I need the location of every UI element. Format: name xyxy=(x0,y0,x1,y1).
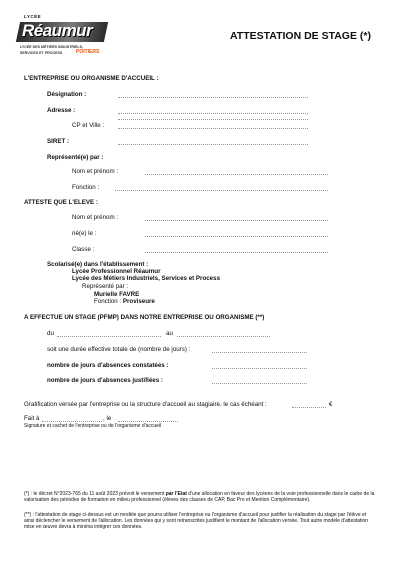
absences-justified-label: nombre de jours d'absences justifiées : xyxy=(47,377,163,384)
student-name-label: Nom et prénom : xyxy=(72,214,119,221)
student-birth-field[interactable] xyxy=(145,236,328,237)
address-field-1[interactable] xyxy=(118,113,308,114)
company-heading: L'ENTREPRISE OU ORGANISME D'ACCUEIL : xyxy=(24,75,159,82)
footnote-1-post: d'une allocation en faveur des lycéens de la voie professionnelle dans le cadre de la valorisation des périodes de formation en milieu professionnel (élèves des classes de CAP, Bac Pro et Mention Complémentaire). xyxy=(24,491,375,504)
designation-field[interactable] xyxy=(118,97,308,98)
to-date-field[interactable] xyxy=(177,336,270,337)
from-date-field[interactable] xyxy=(57,336,161,337)
represented-label: Représenté(e) par : xyxy=(47,154,104,161)
logo-line-2: SERVICES ET PROCESS xyxy=(20,51,63,55)
address-field-2[interactable] xyxy=(118,119,308,120)
from-label: du xyxy=(47,330,54,337)
designation-label: Désignation : xyxy=(47,91,87,98)
school-rep-function xyxy=(94,298,155,306)
company-rep-name-field[interactable] xyxy=(145,174,328,175)
student-class-field[interactable] xyxy=(145,252,328,253)
school-name-2: Lycée des Métiers Industriels, Services et Process xyxy=(72,275,221,282)
school-rep-function-value: Proviseure xyxy=(122,298,155,305)
school-name-1: Lycée Professionnel Réaumur xyxy=(72,268,161,275)
address-label: Adresse : xyxy=(47,107,76,114)
siret-field[interactable] xyxy=(118,144,308,145)
duration-label: soit une durée effective totale de (nombre de jours) : xyxy=(47,346,191,353)
school-enrolled-label: Scolarisé(e) dans l'établissement : xyxy=(47,261,149,268)
footnote-1 xyxy=(24,491,376,503)
made-at-field[interactable] xyxy=(42,421,102,422)
to-label: au xyxy=(166,330,173,337)
school-represented-label: Représenté par : xyxy=(82,283,129,290)
logo-name: Réaumur xyxy=(22,21,93,40)
school-rep-name: Murielle FAVRE xyxy=(94,291,140,298)
footnote-1-pre: (*) : le décret N°2023-765 du 11 août 2023 prévoit le versement xyxy=(24,491,166,497)
absences-noted-label: nombre de jours d'absences constatées : xyxy=(47,362,169,369)
siret-label: SIRET : xyxy=(47,138,70,145)
company-rep-function-field[interactable] xyxy=(115,190,328,191)
absences-noted-field[interactable] xyxy=(212,368,307,369)
logo-top-text: LYCÉE xyxy=(24,14,42,19)
footnote-1-bold: par l'Etat xyxy=(165,491,187,497)
internship-heading: A EFFECTUE UN STAGE (PFMP) DANS NOTRE ENTREPRISE OU ORGANISME (**) xyxy=(24,314,265,321)
company-rep-name-label: Nom et prénom : xyxy=(72,168,119,175)
cp-city-field[interactable] xyxy=(118,128,308,129)
cp-city-label: CP et Ville : xyxy=(72,122,105,129)
company-rep-function-label: Fonction : xyxy=(72,184,100,191)
absences-justified-field[interactable] xyxy=(212,383,307,384)
signature-caption: Signature et cachet de l'entreprise ou de l'organisme d'accueil xyxy=(24,423,162,429)
duration-field[interactable] xyxy=(212,352,307,353)
footnote-2: (**) : l'attestation de stage ci-dessus est un modèle que pourra utiliser l'entreprise ou l'organisme d'accueil pour justifier la réalisation du stage par l'élève et ainsi déclencher le versement de l'allocation. Les données qui y sont retranscrites justifient le montant de l'allocation versée. Tout autre modèle d'attestation mise en œuvre devra à minima intégrer ces données. xyxy=(24,512,369,531)
made-at-label: Fait à xyxy=(24,415,40,422)
school-logo xyxy=(16,14,108,66)
student-birth-label: né(e) le : xyxy=(72,230,97,237)
date-label: , le xyxy=(103,415,112,422)
currency-symbol: € xyxy=(329,401,333,408)
document-title: ATTESTATION DE STAGE (*) xyxy=(230,30,371,42)
school-rep-function-label: Fonction : xyxy=(94,298,123,305)
logo-line-1: LYCÉE DES MÉTIERS INDUSTRIELS, xyxy=(20,45,83,49)
gratification-label: Gratification versée par l'entreprise ou la structure d'accueil au stagiaire, le cas échéant : xyxy=(24,401,267,408)
student-heading: ATTESTE QUE L'ELEVE : xyxy=(24,199,98,206)
gratification-field[interactable] xyxy=(292,407,326,408)
logo-city: POITIERS xyxy=(76,49,100,55)
student-name-field[interactable] xyxy=(145,220,328,221)
date-field[interactable] xyxy=(118,421,178,422)
student-class-label: Classe : xyxy=(72,246,95,253)
